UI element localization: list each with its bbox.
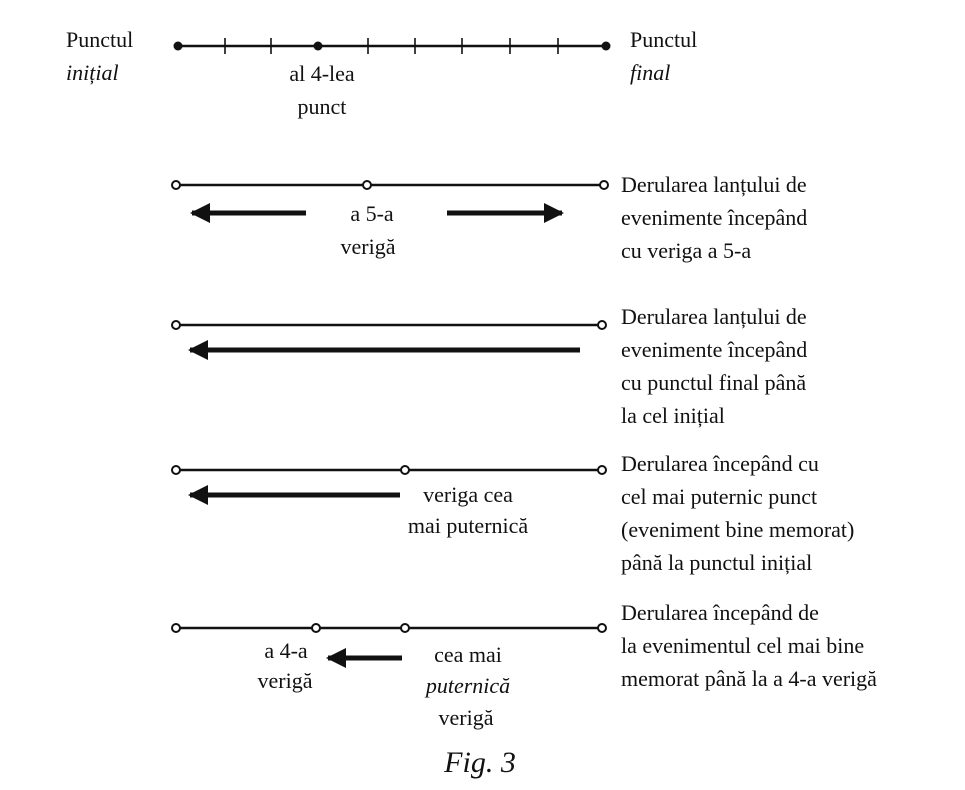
strongest-link-label-line-3: verigă <box>438 705 494 730</box>
row-1-timeline <box>66 27 697 119</box>
row-4-desc-line-4: până la punctul inițial <box>621 550 813 575</box>
fifth-link-label-line-1: a 5-a <box>350 201 394 226</box>
end-point <box>600 181 608 189</box>
start-point <box>172 181 180 189</box>
start-label-line-2: inițial <box>66 60 119 85</box>
end-label-line-2: final <box>630 60 671 85</box>
end-point <box>598 321 606 329</box>
strongest-link-label-line-1: veriga cea <box>423 482 513 507</box>
fourth-point <box>314 42 323 51</box>
fourth-point-label-line-2: punct <box>297 94 347 119</box>
row-5-desc-line-2: la evenimentul cel mai bine <box>621 633 865 658</box>
strongest-link-label-line-2: puternică <box>425 673 511 698</box>
end-point <box>598 624 606 632</box>
start-label-line-1: Punctul <box>66 27 134 52</box>
row-5-desc-line-1: Derularea începând de <box>621 600 819 625</box>
fourth-link-label-line-1: a 4-a <box>264 638 308 663</box>
row-4-desc-line-3: (eveniment bine memorat) <box>621 517 855 542</box>
row-3-desc-line-4: la cel inițial <box>621 403 725 428</box>
strongest-link-label-line-2: mai puternică <box>407 513 529 538</box>
strongest-link-point <box>401 466 409 474</box>
fifth-link-label-line-2: verigă <box>340 234 396 259</box>
end-point <box>598 466 606 474</box>
row-3-desc-line-2: evenimente începând <box>621 337 808 362</box>
row-4-desc-line-2: cel mai puternic punct <box>621 484 818 509</box>
row-2-desc-line-2: evenimente începând <box>621 205 808 230</box>
start-point <box>174 42 183 51</box>
strongest-link-point <box>401 624 409 632</box>
fifth-link-point <box>363 181 371 189</box>
row-2-timeline <box>172 172 807 263</box>
row-4-timeline <box>172 451 854 575</box>
start-point <box>172 466 180 474</box>
row-2-desc-line-3: cu veriga a 5-a <box>621 238 752 263</box>
row-3-timeline <box>172 304 807 428</box>
row-5-timeline <box>172 600 877 730</box>
start-point <box>172 624 180 632</box>
fourth-point-label-line-1: al 4-lea <box>289 61 355 86</box>
fourth-link-label-line-2: verigă <box>257 668 313 693</box>
row-2-desc-line-1: Derularea lanțului de <box>621 172 807 197</box>
fourth-link-point <box>312 624 320 632</box>
start-point <box>172 321 180 329</box>
figure-caption: Fig. 3 <box>444 746 516 779</box>
row-3-desc-line-3: cu punctul final până <box>621 370 807 395</box>
row-4-desc-line-1: Derularea începând cu <box>621 451 819 476</box>
row-3-desc-line-1: Derularea lanțului de <box>621 304 807 329</box>
strongest-link-label-line-1: cea mai <box>434 642 502 667</box>
row-5-desc-line-3: memorat până la a 4-a verigă <box>621 666 877 691</box>
end-point <box>602 42 611 51</box>
end-label-line-1: Punctul <box>630 27 698 52</box>
